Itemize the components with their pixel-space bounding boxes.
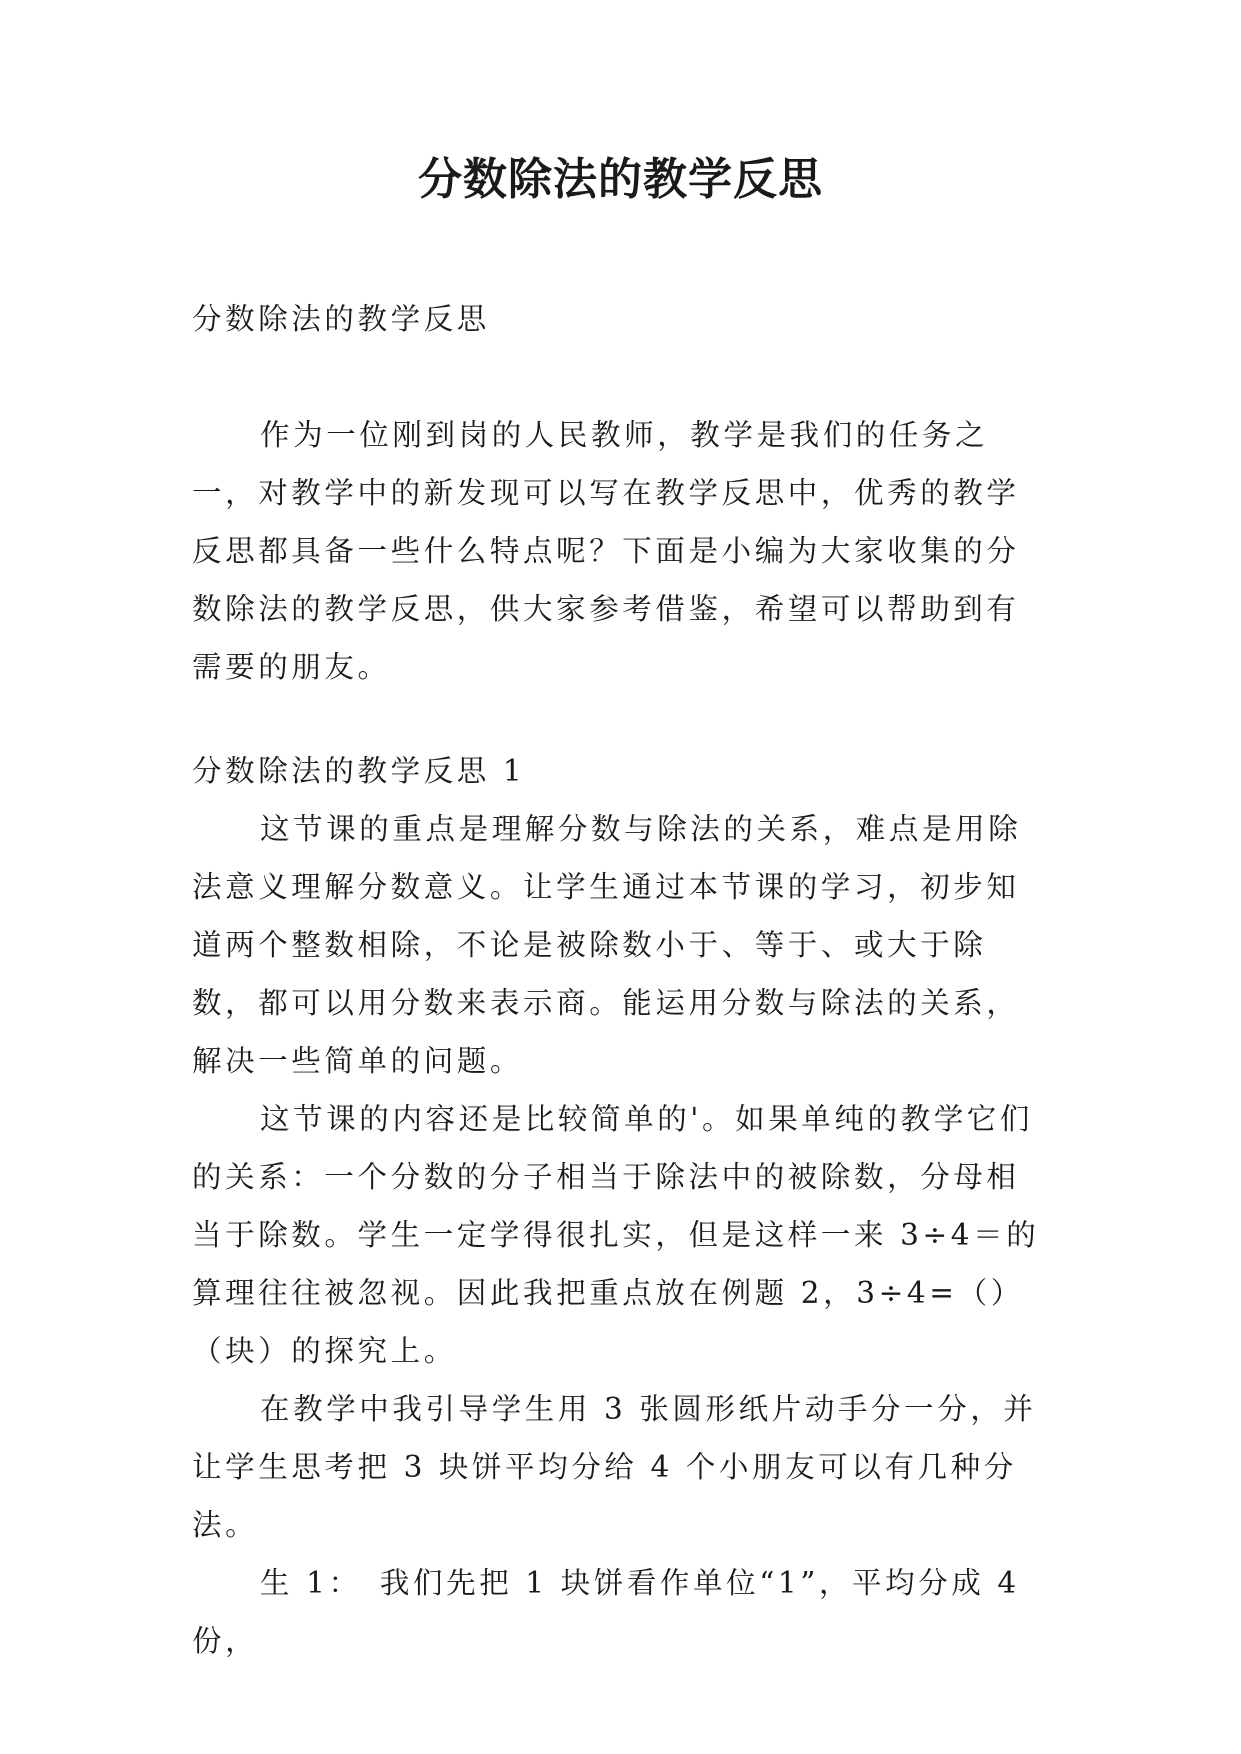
document-title: 分数除法的教学反思 xyxy=(418,154,823,205)
section-1 xyxy=(192,742,1052,1670)
section-heading: 分数除法的教学反思 1 xyxy=(192,754,526,788)
intro-paragraph: 作为一位刚到岗的人民教师，教学是我们的任务之一，对教学中的新发现可以写在教学反思中，优秀的教学反思都具备一些什么特点呢？下面是小编为大家收集的分数除法的教学反思，供大家参考借鉴，希望可以帮助到有需要的朋友。 xyxy=(192,418,1020,684)
paragraph: 这节课的内容还是比较简单的'。如果单纯的教学它们的关系：一个分数的分子相当于除法中的被除数，分母相当于除数。学生一定学得很扎实，但是这样一来 3÷4＝的算理往往被忽视。因此我把重点放在例题 2，3÷4=（）（块）的探究上。 xyxy=(192,1102,1040,1368)
paragraph: 这节课的重点是理解分数与除法的关系，难点是用除法意义理解分数意义。让学生通过本节课的学习，初步知道两个整数相除，不论是被除数小于、等于、或大于除数，都可以用分数来表示商。能运用分数与除法的关系，解决一些简单的问题。 xyxy=(192,812,1022,1078)
document-subtitle: 分数除法的教学反思 xyxy=(192,302,490,336)
paragraph: 在教学中我引导学生用 3 张圆形纸片动手分一分，并让学生思考把 3 块饼平均分给 4 个小朋友可以有几种分法。 xyxy=(192,1392,1037,1542)
paragraph: 生 1： 我们先把 1 块饼看作单位“1”，平均分成 4 份， xyxy=(192,1566,1020,1658)
